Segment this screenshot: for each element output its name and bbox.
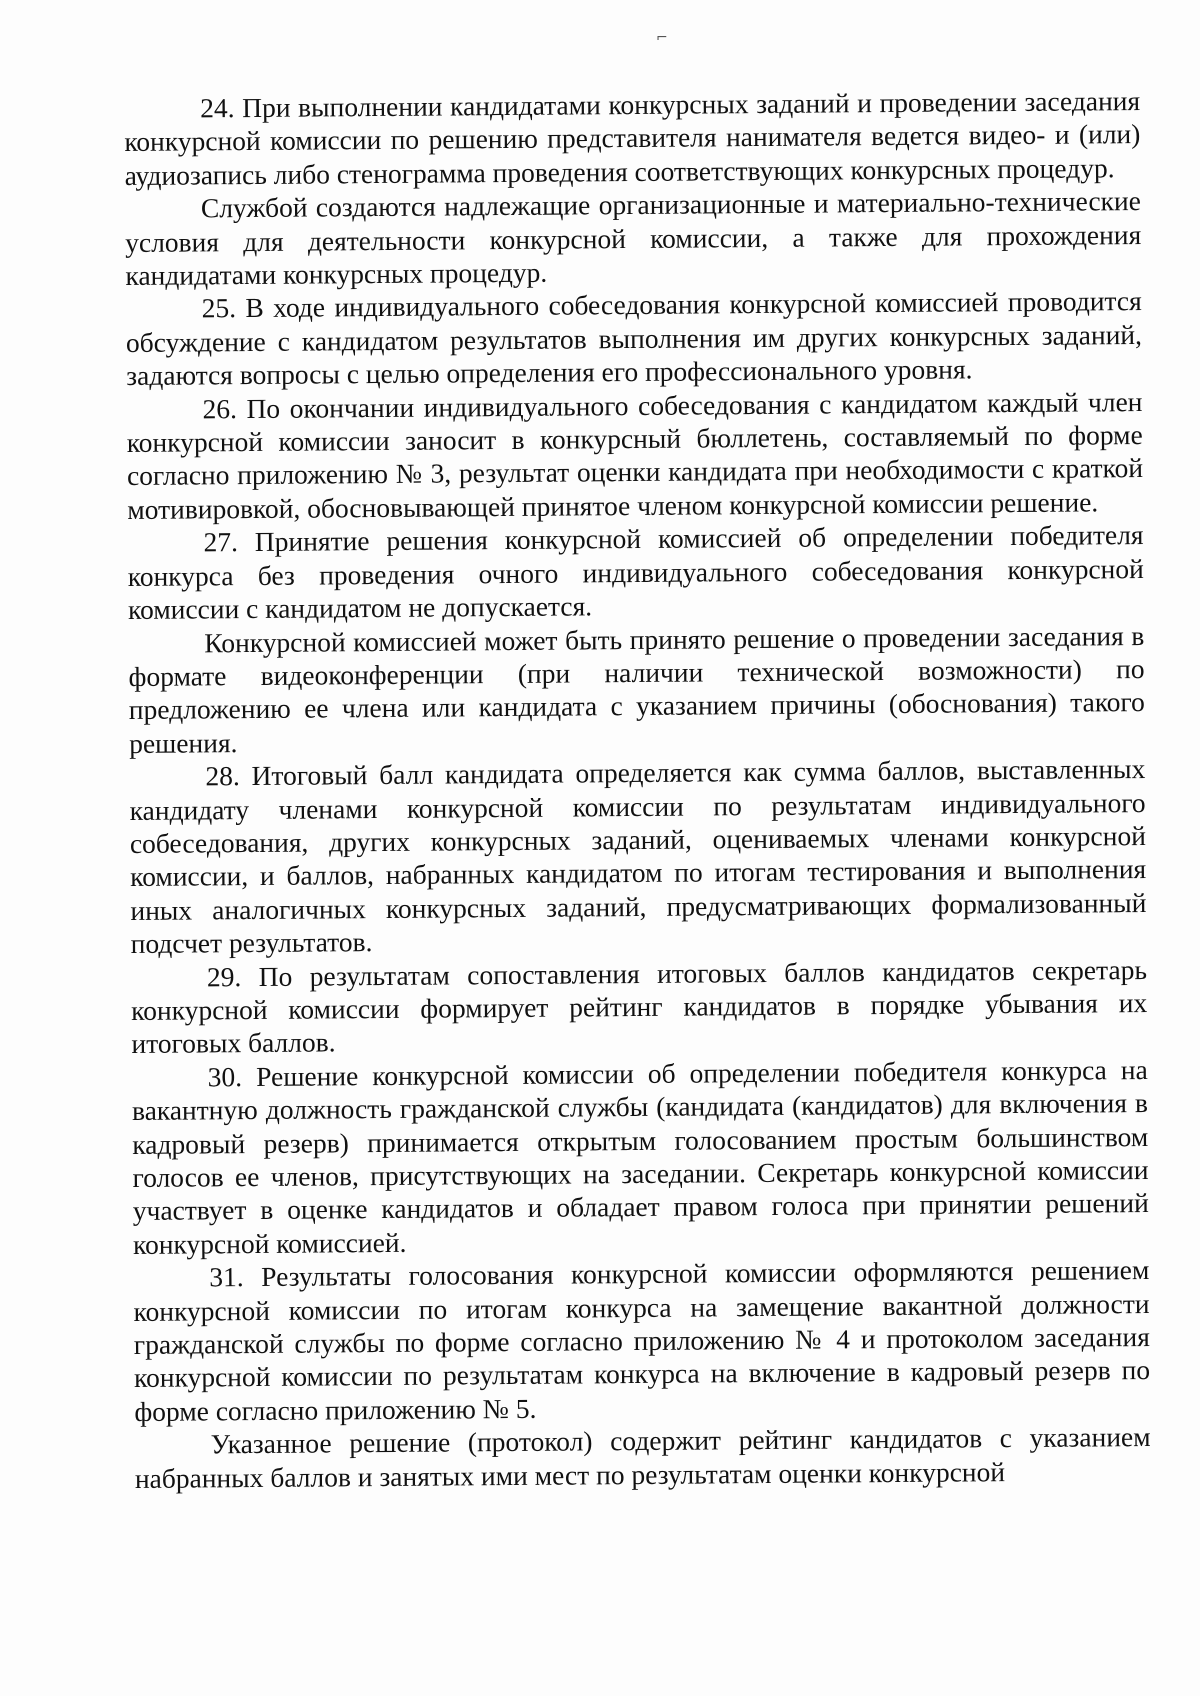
paragraph-29: 29. По результатам сопоставления итоговых баллов кандидатов секретарь конкурсной комиссии формирует рейтинг кандидатов в порядке убывания их итоговых баллов. (131, 953, 1148, 1060)
paragraph-24: 24. При выполнении кандидатами конкурсных заданий и проведении заседания конкурсной комиссии по решению представителя нанимателя ведется видео- и (или) аудиозапись либо стенограмма проведения соответствующих конкурсных процедур. (124, 85, 1141, 191)
paragraph-31-continued: Указанное решение (протокол) содержит рейтинг кандидатов с указанием набранных баллов и занятых ими мест по результатам оценки конкурсной (134, 1421, 1151, 1494)
paragraph-31: 31. Результаты голосования конкурсной комиссии оформляются решением конкурсной комиссии по итогам конкурса на замещение вакантной должности гражданской службы по форме согласно приложению № 4 и протоколом заседания конкурсной комиссии по результатам конкурса на включение в кадровый резерв по форме согласно приложению № 5. (133, 1254, 1151, 1427)
document-body (124, 84, 1151, 1495)
scan-mark: ⌐ (656, 30, 668, 46)
paragraph-30: 30. Решение конкурсной комиссии об определении победителя конкурса на вакантную должность гражданской службы (кандидата (кандидатов) для включения в кадровый резерв) принимается открытым голосованием простым большинством голосов ее членов, присутствующих на заседании. Секретарь конкурсной комиссии участвует в оценке кандидатов и обладает правом голоса при принятии решений конкурсной комиссией. (131, 1053, 1149, 1260)
paragraph-25: 25. В ходе индивидуального собеседования конкурсной комиссией проводится обсуждение с кандидатом результатов выполнения им других конкурсных заданий, задаются вопросы с целью определения его профессионального уровня. (125, 285, 1143, 392)
paragraph-28: 28. Итоговый балл кандидата определяется как сумма баллов, выставленных кандидату членами конкурсной комиссии по результатам индивидуального собеседования, других конкурсных заданий, оцениваемых членами конкурсной комиссии, и баллов, набранных кандидатом по итогам тестирования и выполнения иных аналогичных конкурсных заданий, предусматривающих формализованный подсчет результатов. (129, 753, 1147, 960)
paragraph-27: 27. Принятие решения конкурсной комиссией об определении победителя конкурса без проведения очного индивидуального собеседования конкурсной комиссии с кандидатом не допускается. (127, 519, 1144, 626)
paragraph-27-continued: Конкурсной комиссией может быть принято решение о проведении заседания в формате видеоконференции (при наличии технической возможности) по предложению ее члена или кандидата с указанием причины (обоснования) такого решения. (128, 619, 1145, 759)
paragraph-26: 26. По окончании индивидуального собеседования с кандидатом каждый член конкурсной комиссии заносит в конкурсный бюллетень, составляемый по форме согласно приложению № 3, результат оценки кандидата при необходимости с краткой мотивировкой, обосновывающей принятое членом конкурсной комиссии решение. (126, 385, 1144, 525)
paragraph-24-continued: Службой создаются надлежащие организационные и материально-технические условия для деятельности конкурсной комиссии, а также для прохождения кандидатами конкурсных процедур. (125, 185, 1142, 292)
